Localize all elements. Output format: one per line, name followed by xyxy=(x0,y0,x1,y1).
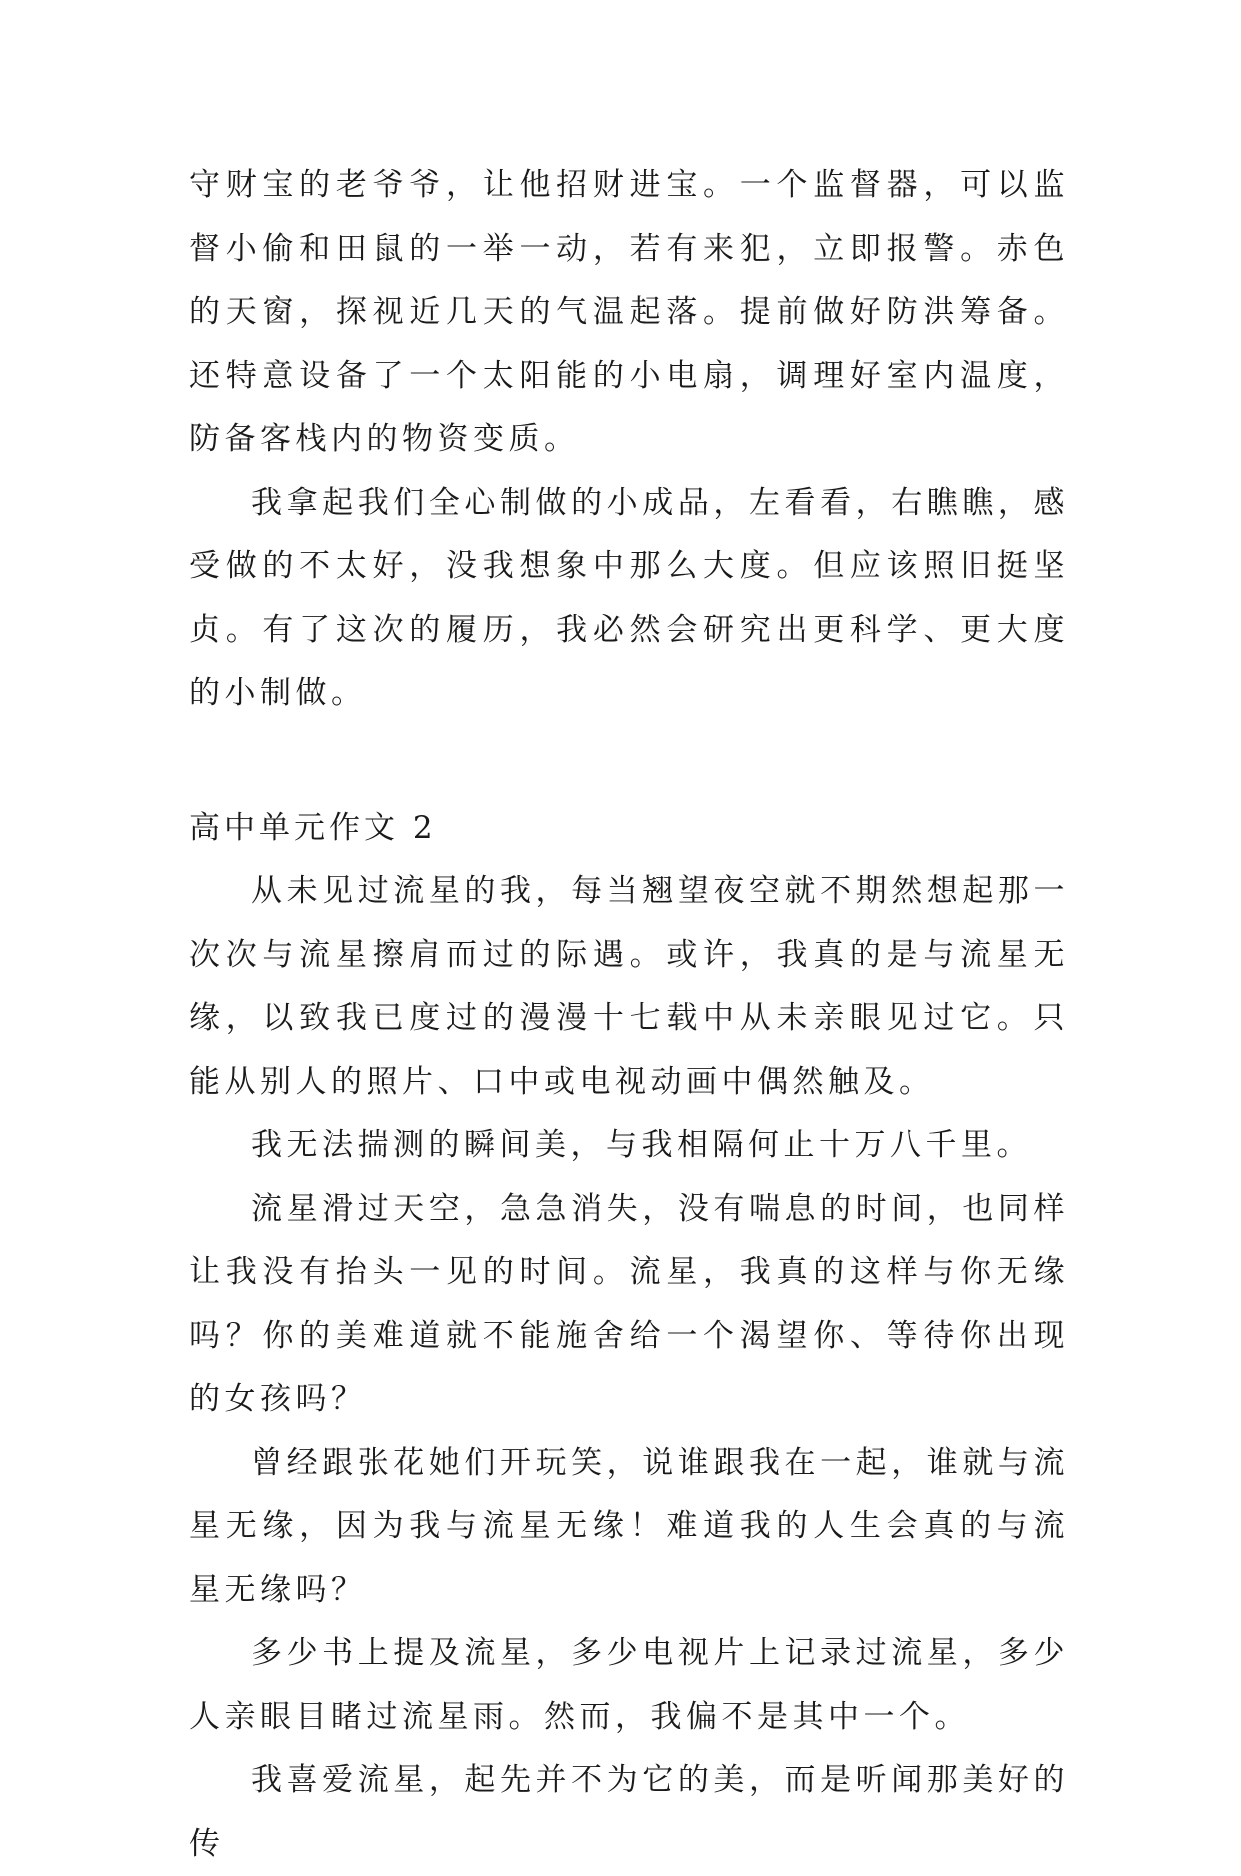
section-title: 高中单元作文 2 xyxy=(189,809,437,846)
document-body xyxy=(189,154,1069,1876)
paragraph-continued: 守财宝的老爷爷，让他招财进宝。一个监督器，可以监督小偷和田鼠的一举一动，若有来犯，立即报警。赤色的天窗，探视近几天的气温起落。提前做好防洪筹备。还特意设备了一个太阳能的小电扇，调理好室内温度，防备客栈内的物资变质。 xyxy=(189,167,1069,457)
section-gap xyxy=(189,726,1069,797)
paragraph: 多少书上提及流星，多少电视片上记录过流星，多少人亲眼目睹过流星雨。然而，我偏不是其中一个。 xyxy=(189,1635,1069,1735)
paragraph: 流星滑过天空，急急消失，没有喘息的时间，也同样让我没有抬头一见的时间。流星，我真的这样与你无缘吗？你的美难道就不能施舍给一个渴望你、等待你出现的女孩吗？ xyxy=(189,1190,1069,1417)
paragraph: 从未见过流星的我，每当翘望夜空就不期然想起那一次次与流星擦肩而过的际遇。或许，我真的是与流星无缘，以致我已度过的漫漫十七载中从未亲眼见过它。只能从别人的照片、口中或电视动画中偶然触及。 xyxy=(189,873,1069,1100)
paragraph: 我喜爱流星，起先并不为它的美，而是听闻那美好的传 xyxy=(189,1762,1069,1862)
paragraph: 曾经跟张花她们开玩笑，说谁跟我在一起，谁就与流星无缘，因为我与流星无缘！难道我的人生会真的与流星无缘吗？ xyxy=(189,1444,1069,1608)
paragraph-reflection: 我拿起我们全心制做的小成品，左看看，右瞧瞧，感受做的不太好，没我想象中那么大度。但应该照旧挺坚贞。有了这次的履历，我必然会研究出更科学、更大度的小制做。 xyxy=(189,484,1069,711)
paragraph: 我无法揣测的瞬间美，与我相隔何止十万八千里。 xyxy=(251,1127,1032,1163)
